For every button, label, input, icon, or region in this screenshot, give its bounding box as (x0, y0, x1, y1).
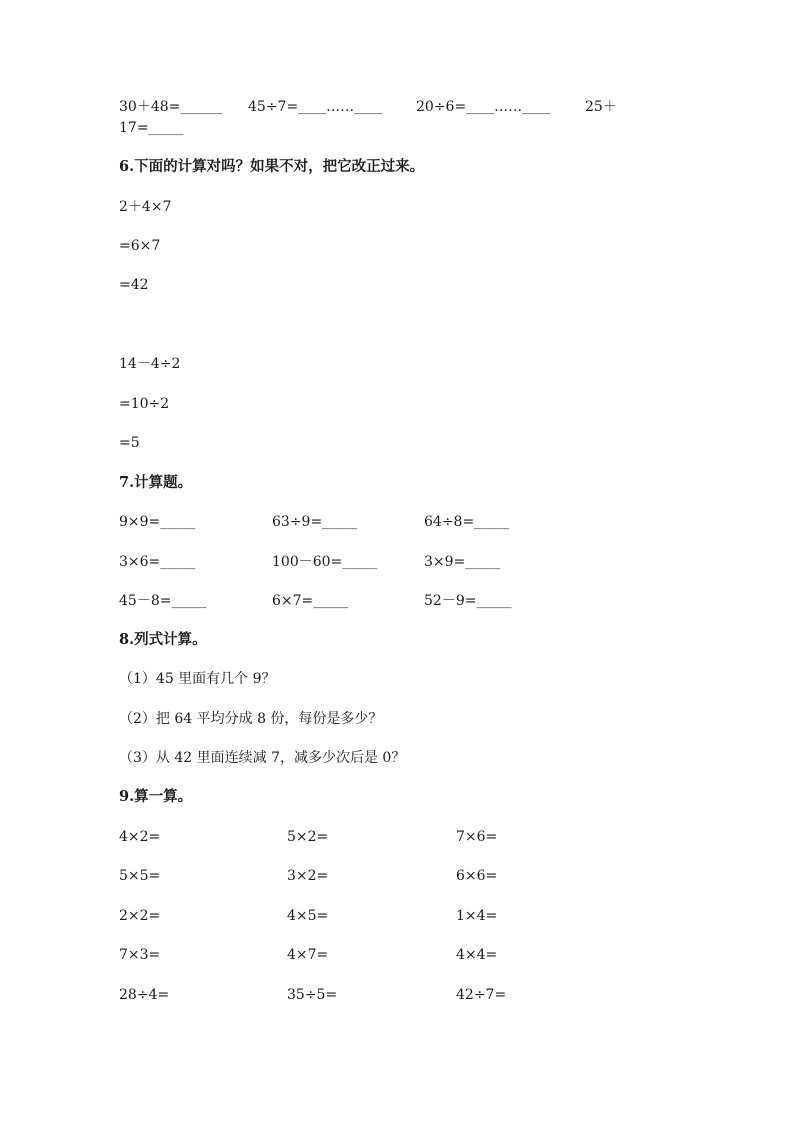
q6-calc1-line1: 2＋4×7 (119, 199, 172, 215)
q6-calc2-line3: =5 (119, 435, 140, 451)
q9-r4-c2: 4×7= (287, 947, 329, 963)
q9-r3-c1: 2×2= (119, 908, 161, 924)
q9-r2-c1: 5×5= (119, 868, 161, 884)
q6-calc2-line1: 14－4÷2 (119, 356, 181, 372)
q9-r3-c2: 4×5= (287, 908, 329, 924)
q9-r3-c3: 1×4= (456, 908, 498, 924)
q9-heading: 9.算一算。 (119, 788, 193, 805)
q7-heading: 7.计算题。 (119, 474, 193, 491)
q7-r3-c1: 45－8=_____ (119, 593, 207, 609)
s5-problem-4-end: 17=_____ (119, 120, 184, 136)
q7-r1-c2: 63÷9=_____ (272, 514, 358, 530)
s5-problem-1: 30＋48=______ (119, 99, 223, 115)
q9-r1-c1: 4×2= (119, 829, 161, 845)
q9-r5-c2: 35÷5= (287, 987, 338, 1003)
s5-problem-2: 45÷7=____……____ (248, 99, 383, 115)
q6-heading: 6.下面的计算对吗？如果不对，把它改正过来。 (119, 158, 425, 175)
q6-calc2-line2: =10÷2 (119, 396, 170, 412)
q6-calc1-line2: =6×7 (119, 238, 161, 254)
s5-problem-4-start: 25＋ (585, 99, 617, 115)
q7-r3-c3: 52－9=_____ (424, 593, 512, 609)
q9-r1-c3: 7×6= (456, 829, 498, 845)
s5-problem-3: 20÷6=____……____ (416, 99, 551, 115)
q8-item-1: （1）45 里面有几个 9？ (119, 671, 276, 687)
q7-r1-c3: 64÷8=_____ (424, 514, 510, 530)
q7-r3-c2: 6×7=_____ (272, 593, 349, 609)
q9-r1-c2: 5×2= (287, 829, 329, 845)
q9-r4-c3: 4×4= (456, 947, 498, 963)
q7-r2-c3: 3×9=_____ (424, 554, 501, 570)
q9-r4-c1: 7×3= (119, 947, 161, 963)
q8-item-2: （2）把 64 平均分成 8 份，每份是多少？ (119, 711, 383, 727)
q6-calc1-line3: =42 (119, 277, 149, 293)
q8-heading: 8.列式计算。 (119, 631, 207, 648)
q8-item-3: （3）从 42 里面连续减 7，减多少次后是 0？ (119, 750, 406, 766)
q9-r2-c3: 6×6= (456, 868, 498, 884)
q9-r5-c1: 28÷4= (119, 987, 170, 1003)
q7-r2-c1: 3×6=_____ (119, 554, 196, 570)
q7-r1-c1: 9×9=_____ (119, 514, 196, 530)
q9-r2-c2: 3×2= (287, 868, 329, 884)
q7-r2-c2: 100－60=_____ (272, 554, 378, 570)
q9-r5-c3: 42÷7= (456, 987, 507, 1003)
